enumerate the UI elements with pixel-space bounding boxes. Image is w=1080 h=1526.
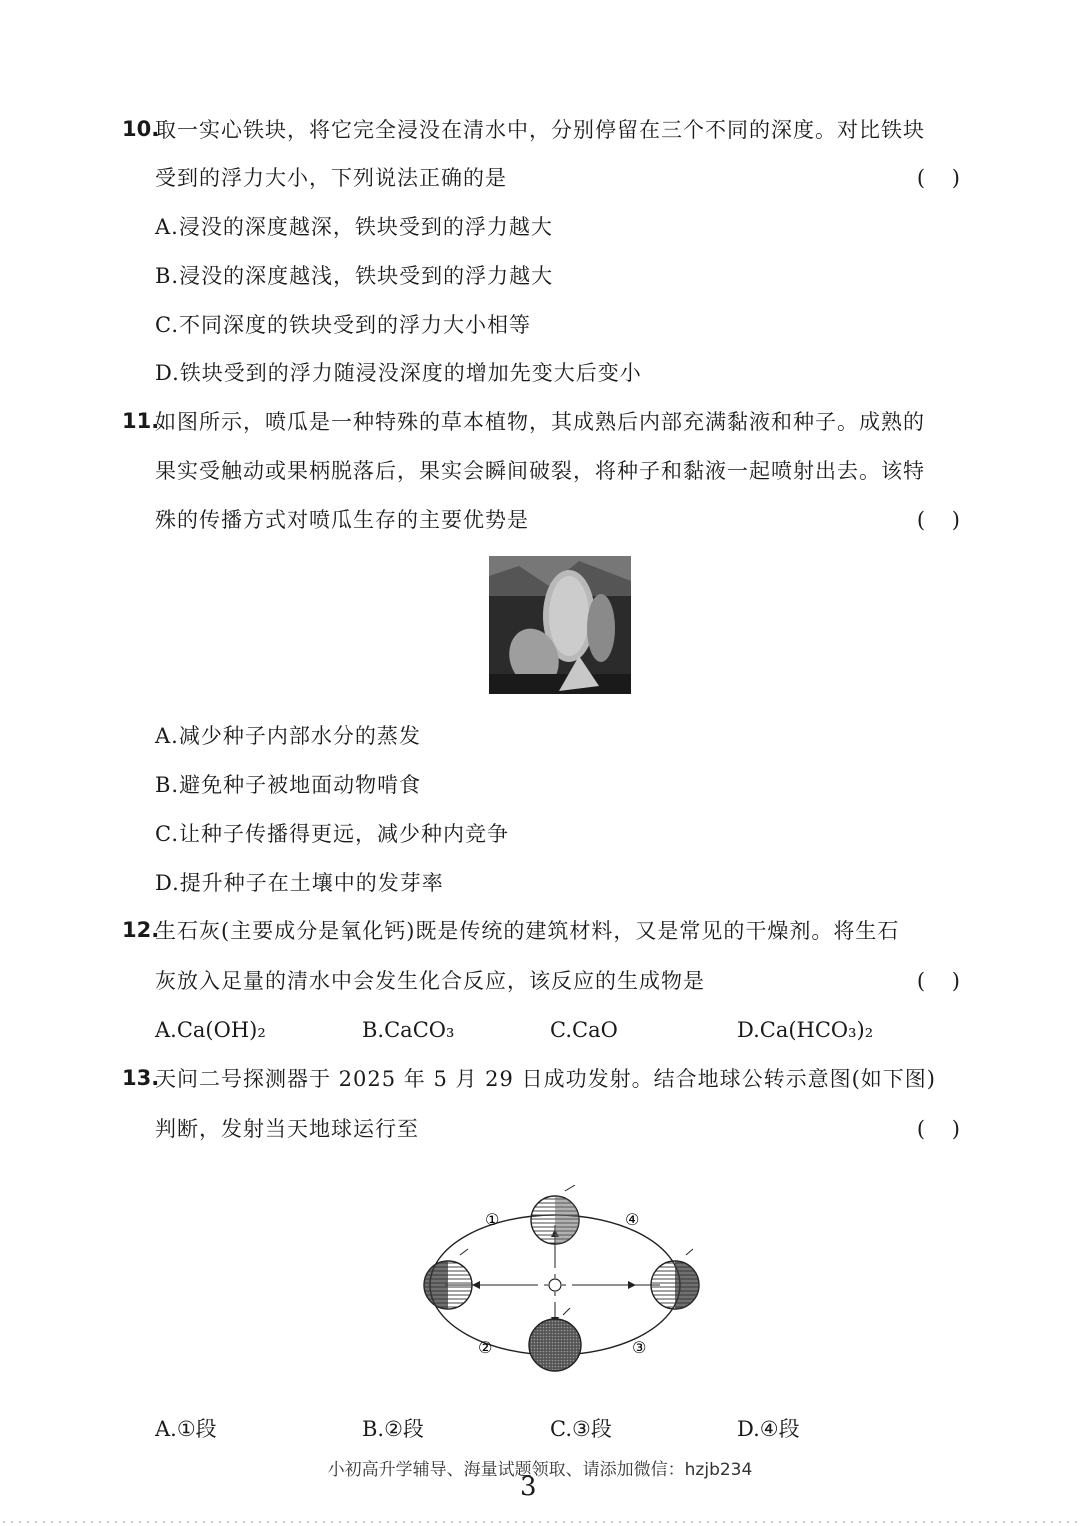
- q12-number: 12.: [122, 918, 160, 942]
- q10-option-a: A.浸没的深度越深，铁块受到的浮力越大: [155, 215, 553, 239]
- q12-line2: 灰放入足量的清水中会发生化合反应，该反应的生成物是: [155, 969, 705, 993]
- q10-option-b: B.浸没的深度越浅，铁块受到的浮力越大: [155, 264, 554, 288]
- q11-option-a: A.减少种子内部水分的蒸发: [155, 724, 421, 748]
- q13-line1: 天问二号探测器于 2025 年 5 月 29 日成功发射。结合地球公转示意图(如下图): [155, 1067, 936, 1091]
- q11-option-c: C.让种子传播得更远，减少种内竞争: [155, 822, 509, 846]
- segment-label-4: ④: [625, 1210, 640, 1229]
- q11-line1: 如图所示，喷瓜是一种特殊的草本植物，其成熟后内部充满黏液和种子。成熟的: [155, 410, 925, 434]
- q12-option-d: D.Ca(HCO₃)₂: [737, 1018, 874, 1042]
- q10-option-d: D.铁块受到的浮力随浸没深度的增加先变大后变小: [155, 361, 642, 385]
- segment-label-2: ②: [478, 1338, 493, 1357]
- q12-option-a: A.Ca(OH)₂: [155, 1018, 266, 1042]
- q11-line3: 殊的传播方式对喷瓜生存的主要优势是: [155, 508, 529, 532]
- q13-option-c: C.③段: [550, 1417, 612, 1441]
- q10-number: 10.: [122, 117, 160, 141]
- page-number: 3: [520, 1472, 537, 1502]
- q10-line2: 受到的浮力大小，下列说法正确的是: [155, 166, 507, 190]
- q13-line2: 判断，发射当天地球运行至: [155, 1117, 419, 1141]
- q11-line2: 果实受触动或果柄脱落后，果实会瞬间破裂，将种子和黏液一起喷射出去。该特: [155, 459, 925, 483]
- q13-number: 13.: [122, 1066, 160, 1090]
- q11-answer-bracket: ( ): [916, 508, 960, 532]
- q11-option-d: D.提升种子在土壤中的发芽率: [155, 871, 444, 895]
- q10-answer-bracket: ( ): [916, 166, 960, 190]
- q13-option-b: B.②段: [362, 1417, 424, 1441]
- segment-label-3: ③: [632, 1338, 647, 1357]
- q13-option-d: D.④段: [737, 1417, 800, 1441]
- segment-label-1: ①: [485, 1210, 500, 1229]
- earth-orbit-diagram: [410, 1185, 710, 1395]
- bottom-dotted-border: [0, 1520, 1080, 1524]
- q13-answer-bracket: ( ): [916, 1117, 960, 1141]
- q10-line1: 取一实心铁块，将它完全浸没在清水中，分别停留在三个不同的深度。对比铁块: [155, 118, 925, 142]
- q10-option-c: C.不同深度的铁块受到的浮力大小相等: [155, 313, 531, 337]
- q11-option-b: B.避免种子被地面动物啃食: [155, 773, 422, 797]
- footer-watermark: 小初高升学辅导、海量试题领取、请添加微信：hzjb234: [327, 1460, 753, 1480]
- q11-number: 11.: [122, 409, 160, 433]
- q12-line1: 生石灰(主要成分是氧化钙)既是传统的建筑材料，又是常见的干燥剂。将生石: [155, 919, 900, 943]
- q12-option-b: B.CaCO₃: [362, 1018, 455, 1042]
- squirting-cucumber-photo: [489, 556, 631, 694]
- sun-icon: [544, 1274, 566, 1296]
- q12-option-c: C.CaO: [550, 1018, 618, 1042]
- q13-option-a: A.①段: [155, 1417, 217, 1441]
- q12-answer-bracket: ( ): [916, 969, 960, 993]
